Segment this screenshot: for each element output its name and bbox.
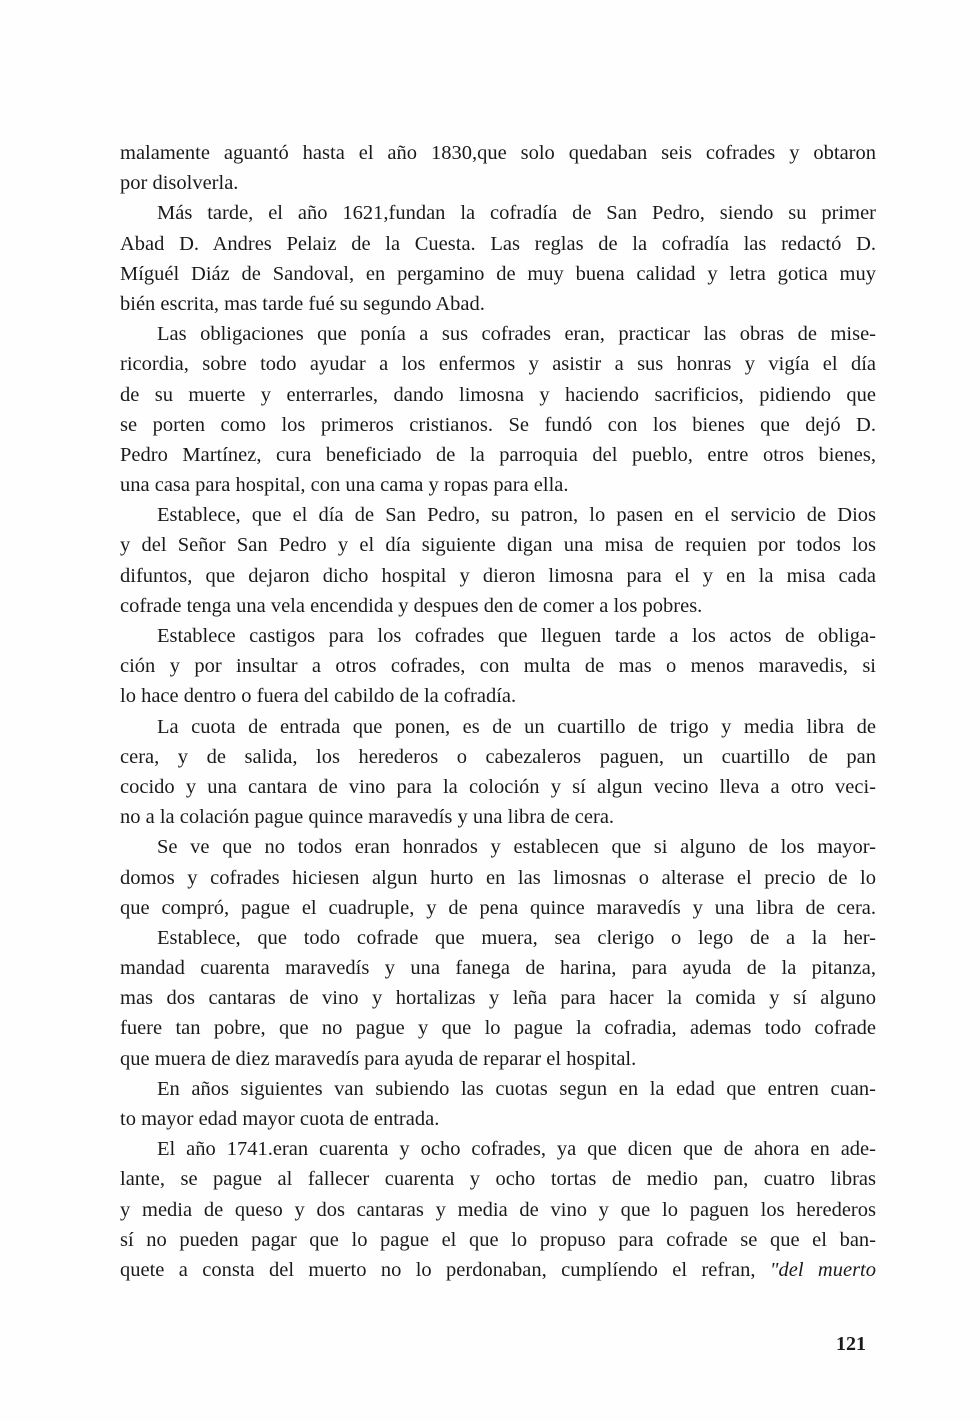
text-line: se porten como los primeros cristianos. Se fundó con los bienes que dejó D. [120,413,876,436]
text-line: Abad D. Andres Pelaiz de la Cuesta. Las reglas de la cofradía las redactó D. [120,232,876,255]
text-line: lante, se pague al fallecer cuarenta y ocho tortas de medio pan, cuatro libras [120,1168,876,1191]
text-line: En años siguientes van subiendo las cuotas segun en la edad que entren cuan- [157,1077,876,1100]
text-line: difuntos, que dejaron dicho hospital y dieron limosna para el y en la misa cada [120,564,876,587]
text-line: Pedro Martínez, cura beneficiado de la parroquia del pueblo, entre otros bienes, [120,443,876,466]
text-line: ción y por insultar a otros cofrades, con multa de mas o menos maravedis, si [120,655,876,678]
body-text [120,138,876,1285]
text-line: y del Señor San Pedro y el día siguiente digan una misa de requien por todos los [120,534,876,557]
text-line: Establece, que todo cofrade que muera, sea clerigo o lego de a la her- [157,926,876,949]
text-line: y media de queso y dos cantaras y media de vino y que lo paguen los herederos [120,1198,876,1221]
text-line: mas dos cantaras de vino y hortalizas y leña para hacer la comida y sí alguno [120,987,876,1010]
text-line-last [120,1255,876,1285]
text-line: domos y cofrades hiciesen algun hurto en las limosnas o alterase el precio de lo [120,866,876,889]
text-line: cocido y una cantara de vino para la coloción y sí algun vecino lleva a otro veci- [120,775,876,798]
text-line: lo hace dentro o fuera del cabildo de la cofradía. [120,685,517,708]
text-line: ricordia, sobre todo ayudar a los enfermos y asistir a sus honras y vigía el día [120,353,876,376]
text-line: que muera de diez maravedís para ayuda de reparar el hospital. [120,1047,637,1070]
text-line: La cuota de entrada que ponen, es de un cuartillo de trigo y media libra de [157,715,876,738]
text-line: que compró, pague el cuadruple, y de pena quince maravedís y una libra de cera. [120,896,876,919]
text-line: Míguél Diáz de Sandoval, en pergamino de muy buena calidad y letra gotica muy [120,262,876,285]
text-line: Más tarde, el año 1621,fundan la cofradía de San Pedro, siendo su primer [157,202,876,225]
text-line: fuere tan pobre, que no pague y que lo pague la cofradia, ademas todo cofrade [120,1017,876,1040]
text-line: sí no pueden pagar que lo pague el que lo propuso para cofrade se que el ban- [120,1228,876,1251]
text-line-segment: quete a consta del muerto no lo perdonaban, cumplíendo el refran, [120,1258,770,1281]
text-line: bién escrita, mas tarde fué su segundo Abad. [120,292,485,315]
text-line: cera, y de salida, los herederos o cabezaleros paguen, un cuartillo de pan [120,745,876,768]
text-line: cofrade tenga una vela encendida y despues den de comer a los pobres. [120,594,703,617]
text-line: por disolverla. [120,172,239,195]
text-line: El año 1741.eran cuarenta y ocho cofrades, ya que dicen que de ahora en ade- [157,1138,876,1161]
text-line: to mayor edad mayor cuota de entrada. [120,1108,440,1130]
text-line: una casa para hospital, con una cama y ropas para ella. [120,474,569,497]
text-line: de su muerte y enterrarles, dando limosna y haciendo sacrificios, pidiendo que [120,383,876,406]
italic-quote: "del muerto [769,1258,876,1281]
text-line: Establece, que el día de San Pedro, su patron, lo pasen en el servicio de Dios [157,504,876,527]
text-line: malamente aguantó hasta el año 1830,que solo quedaban seis cofrades y obtaron [120,142,876,164]
text-line: Establece castigos para los cofrades que lleguen tarde a los actos de obliga- [157,625,876,647]
page-number: 121 [836,1333,866,1355]
text-line: no a la colación pague quince maravedís y una libra de cera. [120,806,615,829]
text-line: mandad cuarenta maravedís y una fanega de harina, para ayuda de la pitanza, [120,957,876,980]
text-line: Las obligaciones que ponía a sus cofrades eran, practicar las obras de mise- [157,323,876,346]
text-line: Se ve que no todos eran honrados y establecen que si alguno de los mayor- [157,836,876,859]
